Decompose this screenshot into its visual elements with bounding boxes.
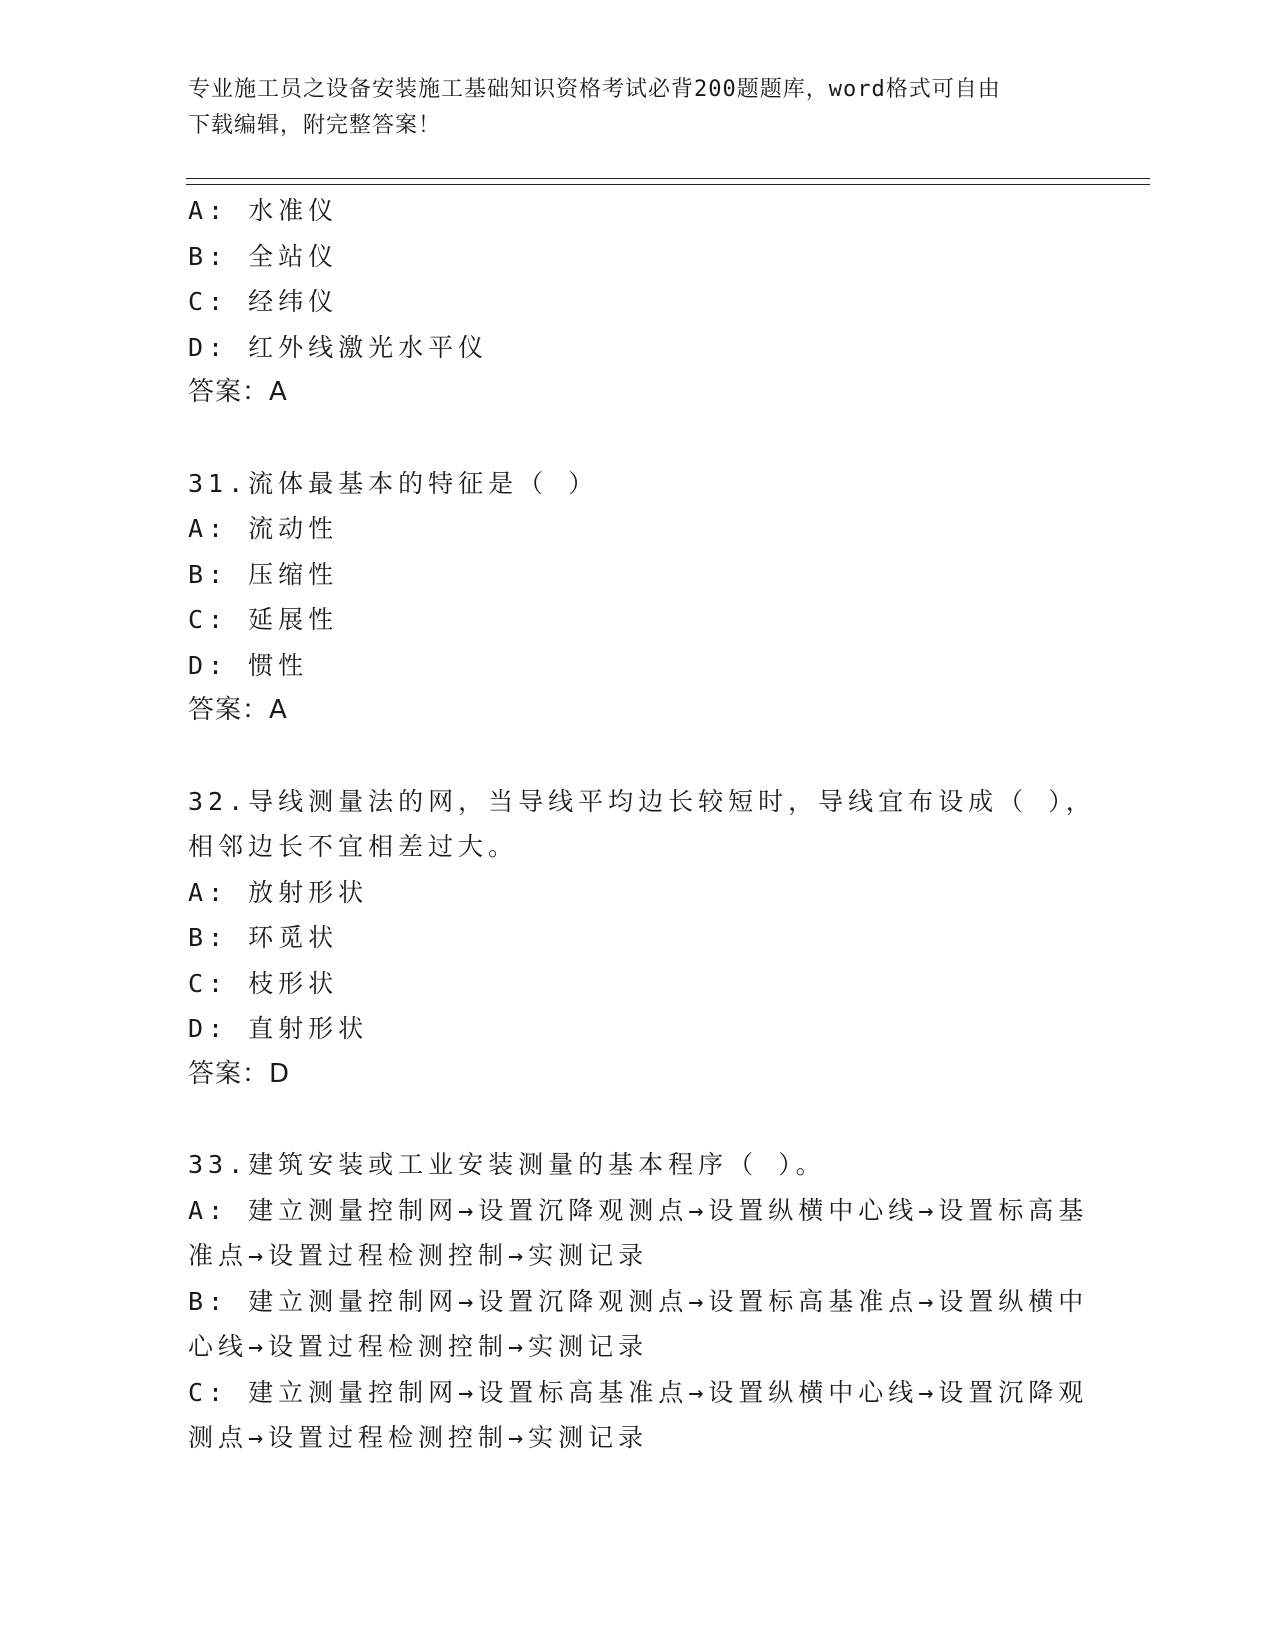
option-a: A: 水准仪 (188, 196, 339, 225)
header-line-1: 专业施工员之设备安装施工基础知识资格考试必背200题题库，word格式可自由 (188, 77, 1001, 102)
question-30 (188, 188, 1088, 416)
answer: 答案：A (188, 695, 288, 725)
option-c: C: 枝形状 (188, 968, 339, 998)
option-d: D: 直射形状 (188, 1014, 369, 1043)
header-divider-bottom (186, 184, 1150, 185)
question-31 (188, 461, 1088, 734)
question-text: 33.建筑安装或工业安装测量的基本程序（ ）。 (188, 1150, 826, 1179)
question-text-line-2: 相邻边长不宜相差过大。 (188, 832, 519, 861)
option-c: C: 延展性 (188, 605, 339, 634)
option-b-line-1: B: 建立测量控制网→设置沉降观测点→设置标高基准点→设置纵横中 (188, 1286, 1089, 1316)
option-b-line-2: 心线→设置过程检测控制→实测记录 (188, 1332, 649, 1361)
header-line-2: 下载编辑，附完整答案！ (188, 113, 442, 138)
spacer (188, 734, 1088, 779)
question-32 (188, 779, 1096, 1098)
spacer (188, 1097, 1088, 1142)
question-33 (188, 1142, 1088, 1461)
answer: 答案：D (188, 1058, 291, 1089)
option-b: B: 环觅状 (188, 923, 339, 952)
option-c-line-1: C: 建立测量控制网→设置标高基准点→设置纵横中心线→设置沉降观 (188, 1377, 1089, 1407)
option-c: C: 经纬仪 (188, 287, 339, 316)
answer: 答案：A (188, 377, 288, 407)
option-a-line-2: 准点→设置过程检测控制→实测记录 (188, 1241, 649, 1270)
document-header (188, 72, 1068, 144)
option-d: D: 红外线激光水平仪 (188, 332, 489, 362)
header-divider-top (186, 178, 1150, 179)
question-list (188, 188, 1096, 1461)
option-b: B: 全站仪 (188, 241, 339, 271)
option-a-line-1: A: 建立测量控制网→设置沉降观测点→设置纵横中心线→设置标高基 (188, 1195, 1089, 1225)
question-text-line-1: 32.导线测量法的网，当导线平均边长较短时，导线宜布设成（ ）， (188, 786, 1096, 816)
option-c-line-2: 测点→设置过程检测控制→实测记录 (188, 1423, 649, 1452)
option-a: A: 流动性 (188, 514, 339, 543)
question-text: 31.流体最基本的特征是（ ） (188, 468, 599, 498)
spacer (188, 416, 1088, 461)
option-d: D: 惯性 (188, 650, 309, 680)
option-b: B: 压缩性 (188, 559, 339, 589)
option-a: A: 放射形状 (188, 877, 369, 907)
